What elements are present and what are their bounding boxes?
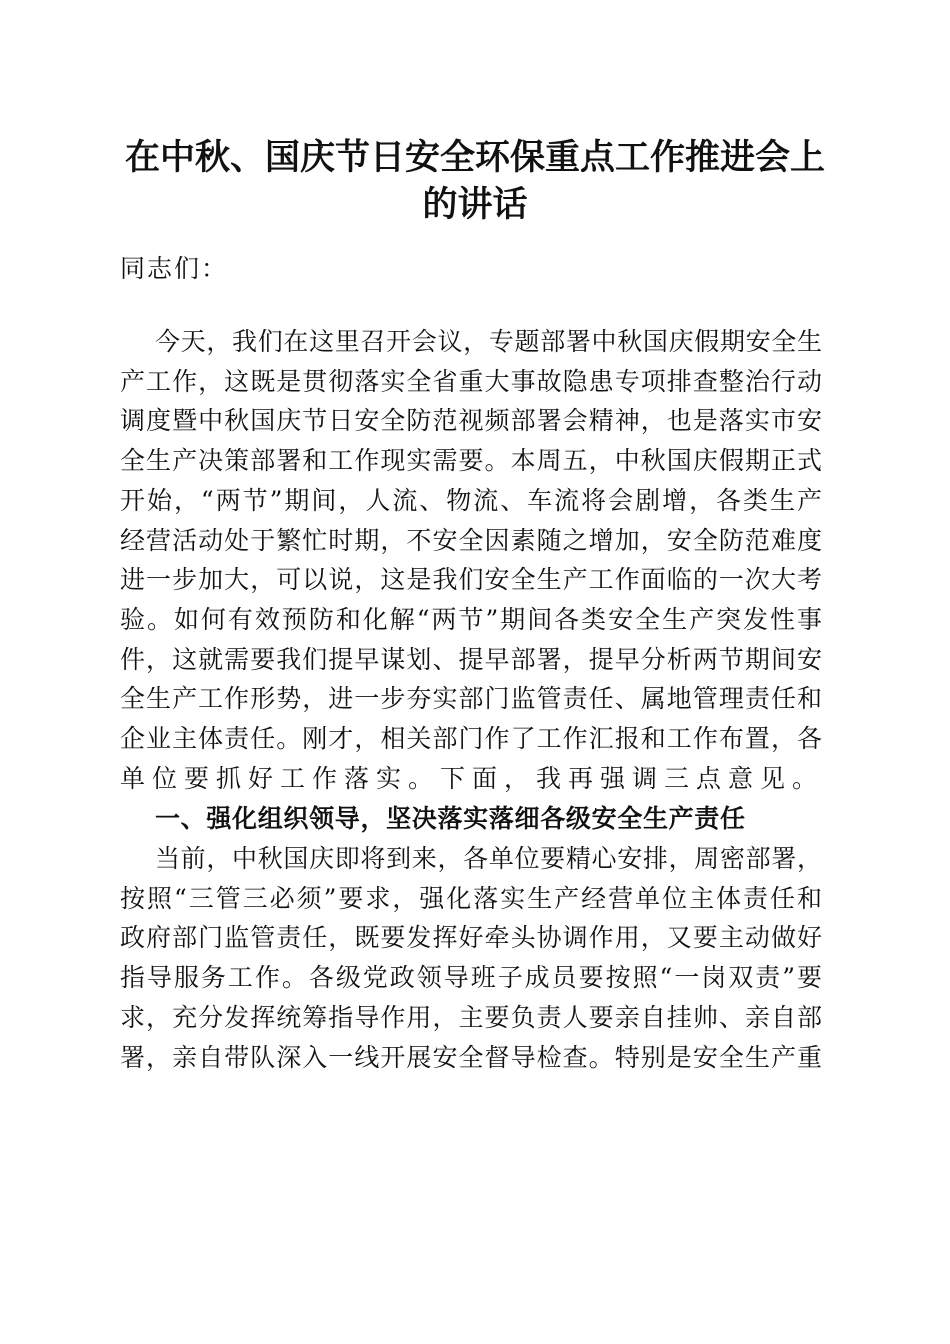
paragraph-2-line: 按照“三管三必须”要求，强化落实生产经营单位主体责任和 [120, 883, 822, 913]
paragraph-1-line: 进一步加大，可以说，这是我们安全生产工作面临的一次大考 [120, 565, 822, 595]
paragraph-1-line: 单位要抓好工作落实。下面，我再强调三点意见。 [120, 763, 825, 793]
section-1-heading: 一、强化组织领导，坚决落实落细各级安全生产责任 [155, 804, 745, 833]
paragraph-1-line: 调度暨中秋国庆节日安全防范视频部署会精神，也是落实市安 [120, 406, 822, 436]
paragraph-1-line: 验。如何有效预防和化解“两节”期间各类安全生产突发性事 [120, 604, 822, 634]
paragraph-1-line: 件，这就需要我们提早谋划、提早部署，提早分析两节期间安 [120, 644, 822, 674]
document-title-line-1: 在中秋、国庆节日安全环保重点工作推进会上 [124, 137, 825, 178]
paragraph-2-line: 求，充分发挥统筹指导作用，主要负责人要亲自挂帅、亲自部 [120, 1002, 822, 1032]
paragraph-2-line: 指导服务工作。各级党政领导班子成员要按照“一岗双责”要 [120, 963, 822, 993]
paragraph-2-line: 署，亲自带队深入一线开展安全督导检查。特别是安全生产重 [120, 1042, 822, 1072]
paragraph-1-line: 经营活动处于繁忙时期，不安全因素随之增加，安全防范难度 [120, 525, 822, 555]
salutation: 同志们： [120, 254, 229, 283]
paragraph-1-line: 产工作，这既是贯彻落实全省重大事故隐患专项排查整治行动 [120, 366, 822, 396]
paragraph-1-line: 今天，我们在这里召开会议，专题部署中秋国庆假期安全生 [155, 327, 822, 356]
paragraph-2-line: 政府部门监管责任，既要发挥好牵头协调作用，又要主动做好 [120, 923, 822, 953]
paragraph-1-line: 企业主体责任。刚才，相关部门作了工作汇报和工作布置，各 [120, 724, 822, 753]
paragraph-1-line: 全生产工作形势，进一步夯实部门监管责任、属地管理责任和 [120, 684, 822, 714]
paragraph-1-line: 开始，“两节”期间，人流、物流、车流将会剧增，各类生产 [120, 485, 822, 515]
paragraph-2-line: 当前，中秋国庆即将到来，各单位要精心安排，周密部署， [155, 844, 822, 873]
document-title-line-2: 的讲话 [422, 184, 528, 225]
paragraph-1-line: 全生产决策部署和工作现实需要。本周五，中秋国庆假期正式 [120, 446, 822, 476]
